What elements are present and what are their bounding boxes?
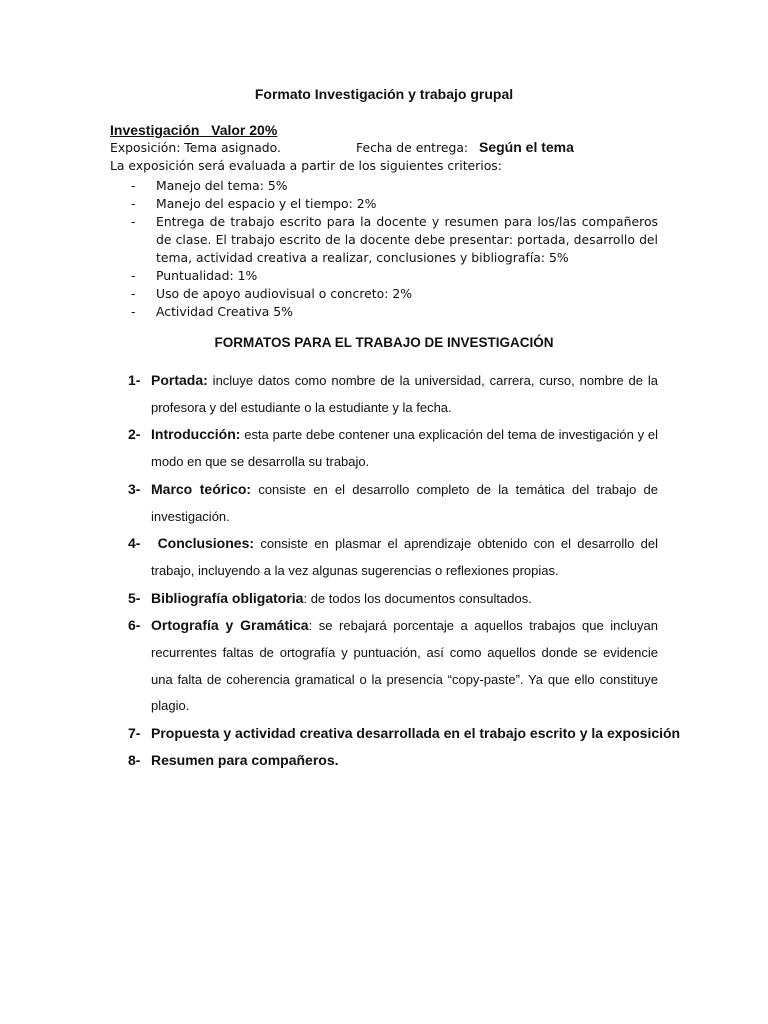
format-item-term: Conclusiones: bbox=[151, 535, 255, 552]
bullet-dash: - bbox=[131, 214, 136, 229]
format-item-number: 1- bbox=[128, 372, 141, 388]
format-item-number: 7- bbox=[128, 725, 141, 742]
format-item-text: consiste en el desarrollo completo de la temática del trabajo de investigación. bbox=[151, 481, 658, 524]
format-item bbox=[110, 367, 658, 421]
format-item-term: Introducción: bbox=[151, 426, 241, 443]
format-item bbox=[110, 747, 658, 774]
format-item-term: Bibliografía obligatoria bbox=[151, 589, 304, 606]
format-item-number: 3- bbox=[128, 480, 141, 497]
due-date-value: Según el tema bbox=[479, 139, 574, 155]
format-item-text: incluye datos como nombre de la universidad, carrera, curso, nombre de la profesora y del estudiante o la estudiante y la fecha. bbox=[151, 373, 658, 415]
criteria-item-text: Entrega de trabajo escrito para la docente y resumen para los/las compañeros de clase. El trabajo escrito de la docente debe presentar: portada, desarrollo del tema, actividad creativa a realizar, conclusiones y bibliografía: 5% bbox=[156, 214, 658, 265]
format-item bbox=[110, 476, 658, 530]
formats-list bbox=[110, 367, 681, 774]
bullet-dash: - bbox=[131, 178, 136, 193]
format-item-number: 5- bbox=[128, 589, 141, 606]
criteria-item-text: Manejo del espacio y el tiempo: 2% bbox=[156, 196, 377, 211]
formats-title: FORMATOS PARA EL TRABAJO DE INVESTIGACIÓN bbox=[214, 335, 554, 350]
format-item bbox=[110, 421, 658, 475]
format-item bbox=[110, 530, 658, 584]
format-item-number: 6- bbox=[128, 617, 141, 634]
criteria-item-text: Uso de apoyo audiovisual o concreto: 2% bbox=[156, 286, 412, 301]
format-item-number: 4- bbox=[128, 535, 141, 552]
format-item-text: esta parte debe contener una explicación del tema de investigación y el modo en que se desarrolla su trabajo. bbox=[151, 427, 658, 470]
bullet-dash: - bbox=[131, 286, 136, 301]
format-item-term: Portada: bbox=[151, 372, 208, 388]
format-item-text: : de todos los documentos consultados. bbox=[303, 590, 532, 606]
criteria-item-text: Manejo del tema: 5% bbox=[156, 178, 288, 193]
criteria-item bbox=[110, 285, 658, 303]
due-date-label: Fecha de entrega: bbox=[356, 140, 469, 155]
document-title: Formato Investigación y trabajo grupal bbox=[254, 86, 514, 102]
format-item-term: Ortografía y Gramática bbox=[151, 617, 309, 634]
exposition-label: Exposición: Tema asignado. bbox=[110, 140, 281, 155]
format-item-number: 2- bbox=[128, 426, 141, 443]
format-item-text: : se rebajará porcentaje a aquellos trabajos que incluyan recurrentes faltas de ortografía y puntuación, así como aquellos donde se evidencie una falta de coherencia gramatical o la presencia “copy-paste”. Ya que ello constituye plagio. bbox=[151, 618, 658, 714]
format-item bbox=[110, 612, 658, 720]
criteria-list bbox=[110, 177, 658, 321]
criteria-item bbox=[110, 267, 658, 285]
format-item-term: Resumen para compañeros. bbox=[151, 751, 339, 768]
section-heading: Investigación Valor 20% bbox=[110, 122, 278, 138]
format-item bbox=[110, 585, 658, 613]
criteria-item-text: Puntualidad: 1% bbox=[156, 268, 258, 283]
format-item-term: Propuesta y actividad creativa desarrollada en el trabajo escrito y la exposición bbox=[151, 725, 681, 742]
criteria-item-text: Actividad Creativa 5% bbox=[156, 304, 293, 319]
bullet-dash: - bbox=[131, 268, 136, 283]
criteria-item bbox=[110, 177, 658, 195]
format-item-text: consiste en plasmar el aprendizaje obtenido con el desarrollo del trabajo, incluyendo a la vez algunas sugerencias o reflexiones propias. bbox=[151, 536, 658, 578]
format-item-term: Marco teórico: bbox=[151, 480, 252, 497]
bullet-dash: - bbox=[131, 196, 136, 211]
criteria-intro: La exposición será evaluada a partir de los siguientes criterios: bbox=[110, 158, 502, 173]
format-item-number: 8- bbox=[128, 751, 141, 768]
criteria-item bbox=[110, 213, 658, 267]
bullet-dash: - bbox=[131, 304, 136, 319]
criteria-item bbox=[110, 303, 658, 321]
format-item bbox=[110, 720, 681, 747]
criteria-item bbox=[110, 195, 658, 213]
